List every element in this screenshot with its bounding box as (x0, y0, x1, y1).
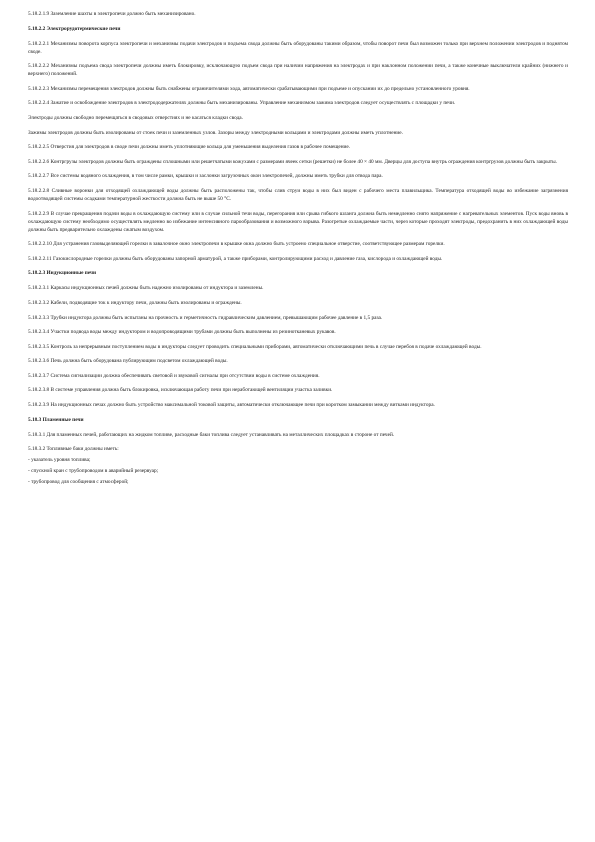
paragraph: 5.18.2.2.5 Отверстия для электродов в своде печи должны иметь уплотняющие кольца для уменьшения выделения газов в рабочее помещение. (28, 144, 351, 151)
paragraph: 5.18.2.3.3 Трубки индуктора должны быть испытаны на прочность и герметичность гидравлическим давлением, превышающим рабочее давление в 1,5 раза. (28, 314, 383, 321)
paragraph: 5.18.3.2 Топливные баки должны иметь: (28, 446, 119, 453)
paragraph: 5.18.2.3.6 Печь должна быть оборудована публирующим подсветом охлаждающей воды. (28, 358, 228, 365)
paragraph: - указатель уровня топлива; (28, 457, 91, 464)
paragraph: 5.18.2.2.7 Все системы водяного охлаждения, в том числе рамки, крышки и заслонки загрузочных окон электропечей, должны иметь трубки для отвода пара. (28, 173, 383, 180)
paragraph: 5.18.2.3.1 Каркасы индукционных печей должны быть надежно изолированы от индуктора и заземлены. (28, 285, 264, 292)
paragraph: 5.18.2.2.1 Механизмы поворота корпуса электропечи и механизмы подачи электродов и подъема свода должны быть оборудованы такими образом, чтобы поворот печи был возможен только при верхнем положении электродов и поднятом своде. (28, 40, 568, 55)
paragraph: 5.18.2.2.6 Контргрузы электродов должны быть ограждены сплошными или решетчатыми кожухами с размерами ячеек сетки (решетки) не более 40 × 40 мм. Дверцы для доступа внутрь ограждения контргрузов должны быть закрыты. (28, 158, 557, 165)
paragraph: 5.18.2.3.8 В системе управления должна быть блокировка, исключающая работу печи при неработающей вентиляции участка заливки. (28, 387, 333, 394)
paragraph: 5.18.2.2.10 Для устранения газовыделяющей горелки в завалочное окно электропечи в крышке окна должно быть устроено специальное отверстие, соответствующее размерам горелки. (28, 241, 445, 248)
section-heading: 5.18.3 Пламенные печи (28, 416, 84, 423)
paragraph: - спускной кран с трубопроводом в аварийный резервуар; (28, 468, 159, 475)
paragraph: Электроды должны свободно перемещаться в сводовых отверстиях и не касаться кладки свода. (28, 114, 243, 121)
document-page (28, 10, 568, 489)
paragraph: 5.18.2.3.9 На индукционных печах должно быть устройство максимальной токовой защиты, автоматически отключающее печи при коротком замыкании между витками индуктора. (28, 402, 435, 409)
paragraph: 5.18.2.2.3 Механизмы перемещения электродов должны быть снабжены ограничителями хода, автоматически срабатывающими при подъеме и опускании их до предельно установленного уровня. (28, 85, 470, 92)
paragraph: 5.18.2.2.4 Зажатие и освобождение электродов в электрододержателях должны быть механизированы. Управление механизмом зажима электродов следует осуществлять с площадки у печи. (28, 100, 456, 107)
paragraph: 5.18.2.2.8 Сливные воронки для отходящей охлаждающей воды должны быть расположены так, чтобы слив струи воды в них был виден с рабочего места плавильщика. Температура отходящей воды во избежание загрязнения водоотводящей системы осадками температурной жесткости должна быть не выше 50 °С. (28, 187, 568, 202)
paragraph: 5.18.3.1 Для пламенных печей, работающих на жидком топливе, расходные баки топлива следует устанавливать на металлических площадках в стороне от печей. (28, 431, 395, 438)
paragraph: - трубопровод для сообщения с атмосферой; (28, 479, 129, 486)
paragraph: 5.18.2.1.9 Заземление шахты в электропечи должно быть механизировано. (28, 11, 196, 17)
paragraph: 5.18.2.2.11 Газокислородные горелки должны быть оборудованы запорной арматурой, а также приборами, контролирующими расход и давление газа, кислорода и охлаждающей воды. (28, 255, 443, 262)
section-heading: 5.18.2.3 Индукционные печи (28, 270, 97, 277)
paragraph: 5.18.2.2.2 Механизмы подъема свода электропечи должны иметь блокировку, исключающую подъем свода при наличии напряжения на электродах и при наклонном положении печи, а также конечные выключатели крайних (нижнего и верхнего) положений. (28, 63, 568, 78)
paragraph: 5.18.2.2.9 В случае прекращения подачи воды в охлаждающую систему или в случае сильной течи воды, перегорания или срыва гибкого шланга должна быть немедленно снято напряжение с нагревательных элементов. Пуск воды вновь в охлаждающую систему необходимо осуществлять медленно во избежание интенсивного парообразования и возможного взрыва. Разогретые охлаждаемые части, через которые проходят электроды, предохранить в них охлаждающей воды должны быть предварительно охлаждены сжатым воздухом. (28, 210, 568, 233)
paragraph: 5.18.2.3.4 Участки подвода воды между индуктором и водопроводящими трубами должны быть выполнены из резинотканевых рукавов. (28, 329, 336, 336)
paragraph: 5.18.2.3.5 Контроль за непрерывным поступлением воды в индукторы следует проводить специальными приборами, автоматически отключающими печь в случае перебоя в подаче охлаждающей воды. (28, 343, 482, 350)
paragraph: 5.18.2.3.2 Кабели, подводящие ток к индуктору печи, должны быть изолированы и ограждены. (28, 299, 242, 306)
paragraph: 5.18.2.3.7 Система сигнализации должна обеспечивать световой и звуковой сигналы при отсутствии воды в системе охлаждения. (28, 372, 320, 379)
paragraph: Зажимы электродов должны быть изолированы от стоек печи и заземленных узлов. Зазоры между электродными кольцами и электродами должны иметь уплотнение. (28, 129, 403, 136)
section-heading: 5.18.2.2 Электрорудотермические печи (28, 25, 121, 32)
